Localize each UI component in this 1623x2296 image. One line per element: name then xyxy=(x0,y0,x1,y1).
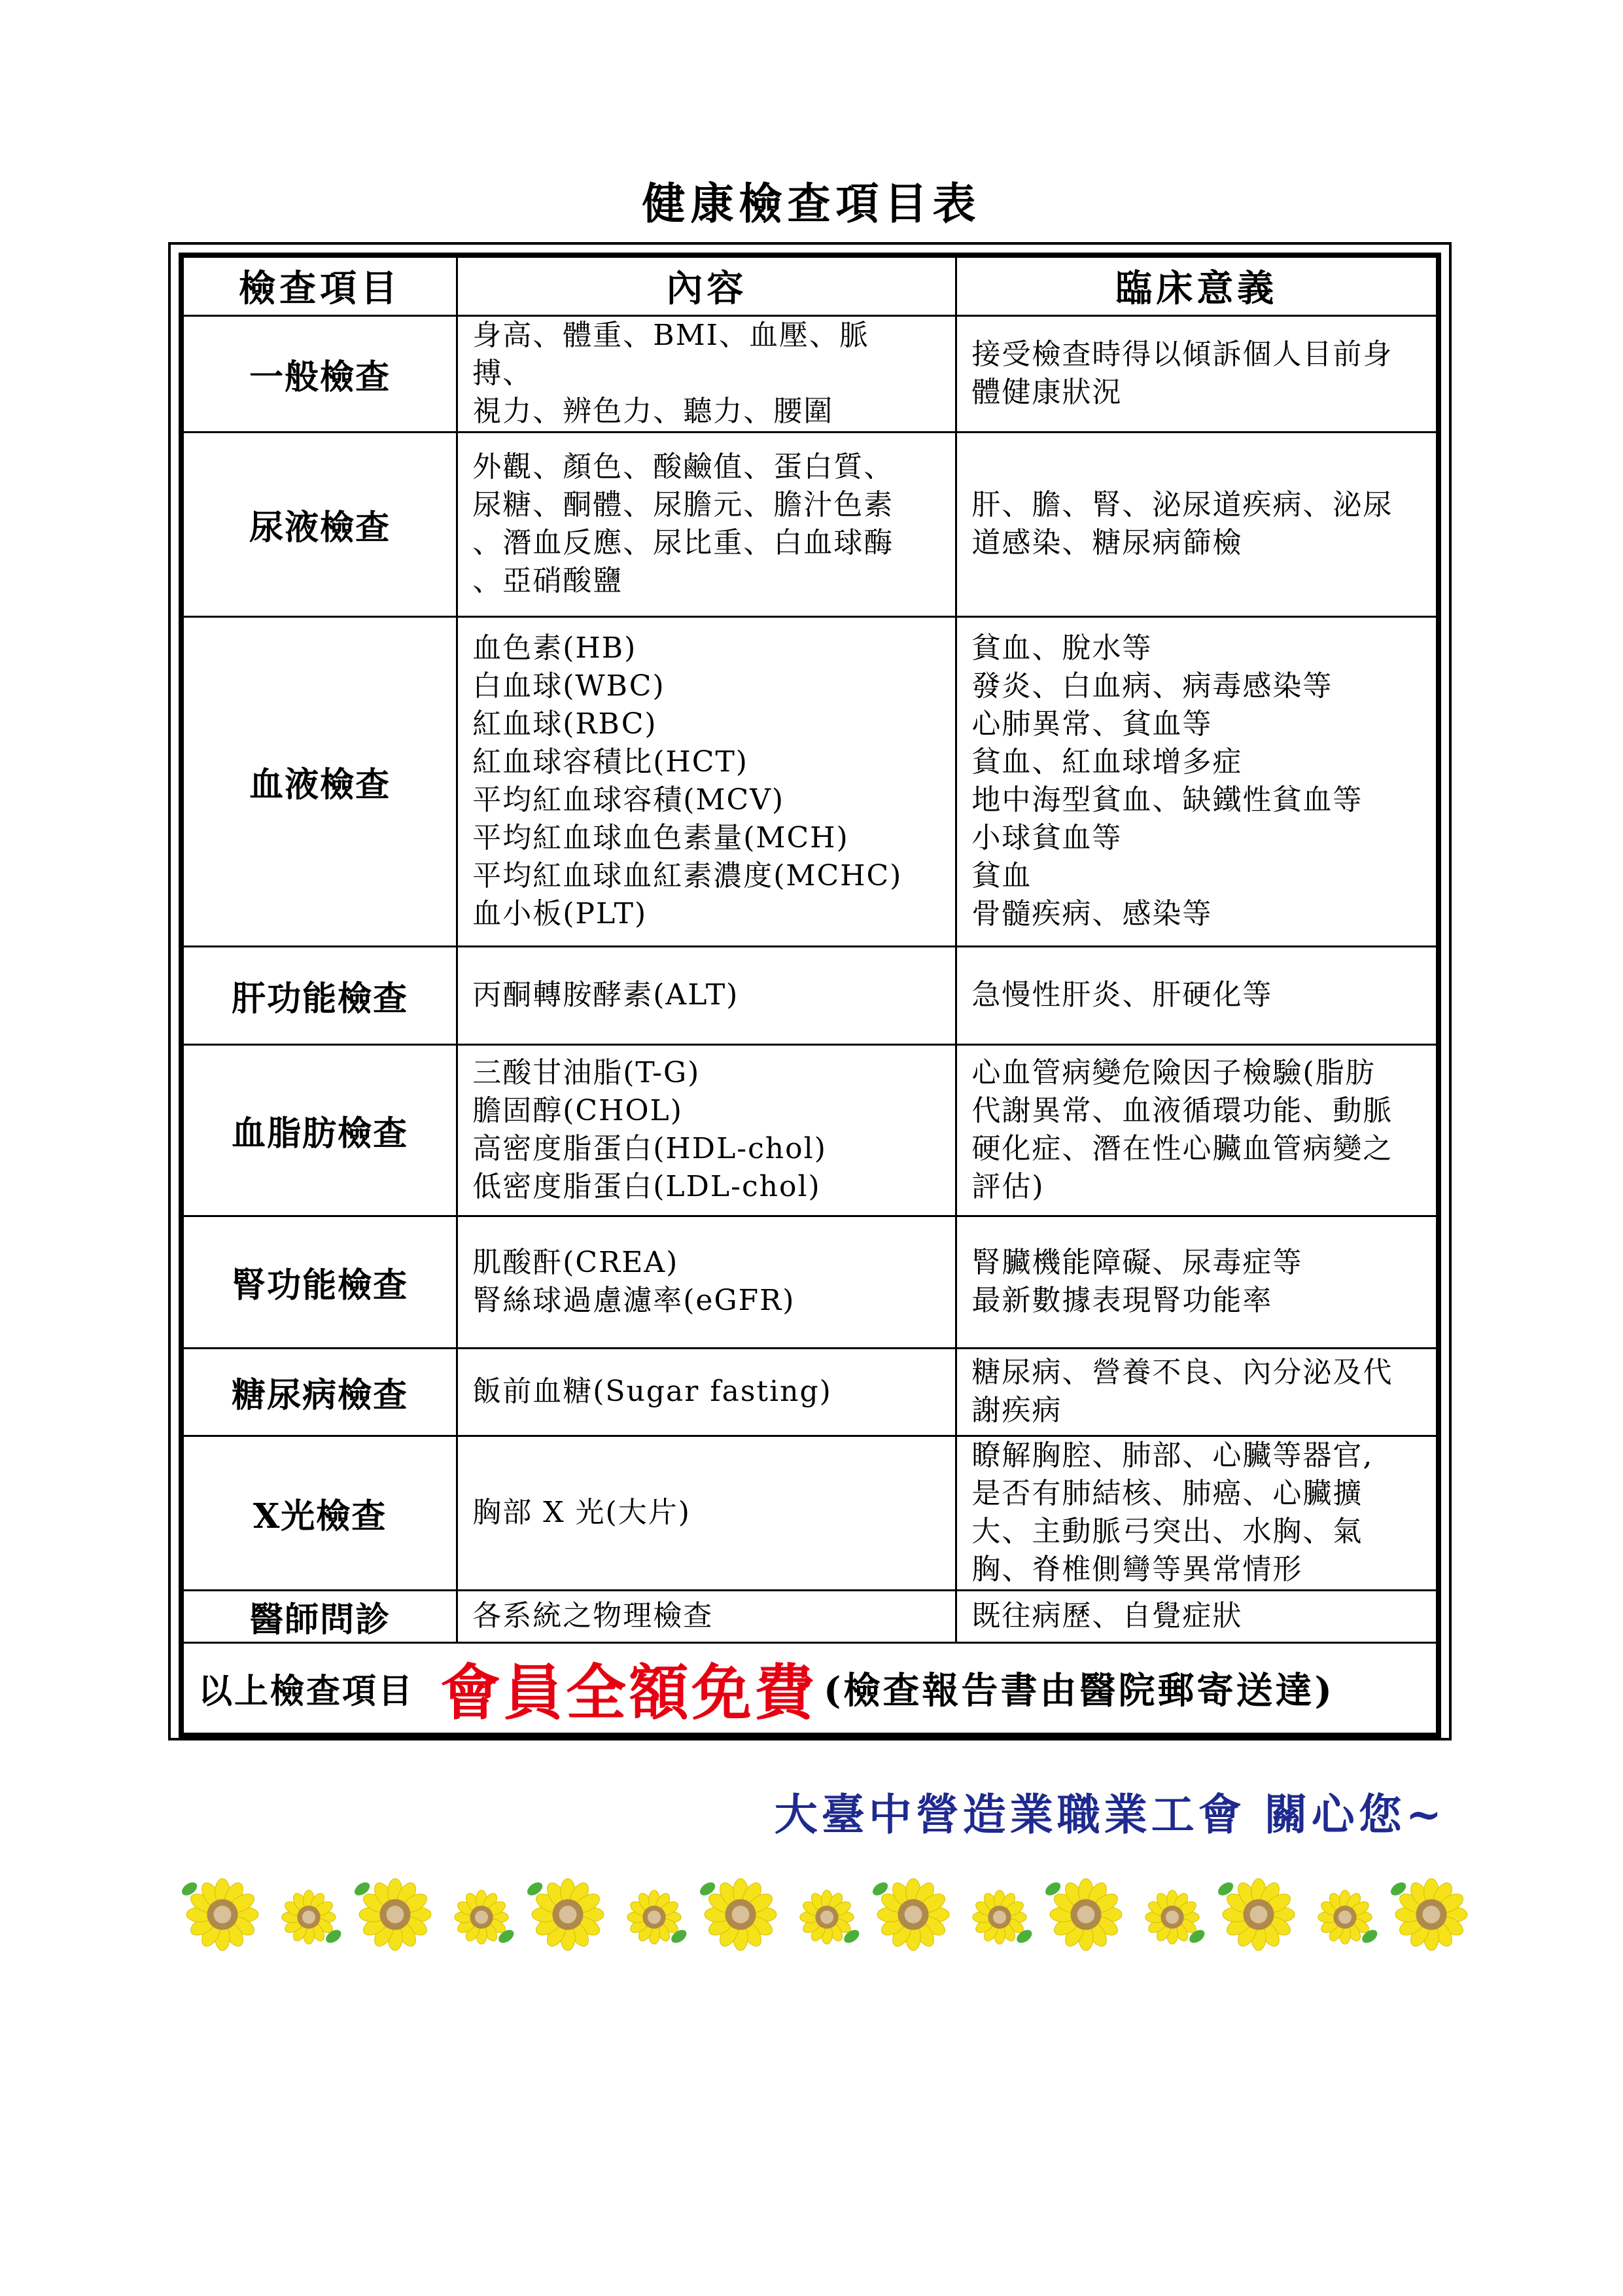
table-row xyxy=(181,1348,1439,1436)
meaning-line: 貧血 xyxy=(971,859,1032,892)
content-line: 白血球(WBC) xyxy=(472,669,665,703)
clinical-meaning-cell xyxy=(956,616,1439,946)
check-content-cell xyxy=(457,1044,956,1216)
content-line: 腎絲球過慮濾率(eGFR) xyxy=(472,1284,795,1317)
content-line: 身高、體重、BMI、血壓、脈 xyxy=(472,319,870,352)
table-row xyxy=(181,616,1439,946)
meaning-line: 貧血、紅血球增多症 xyxy=(971,745,1243,779)
clinical-meaning-cell xyxy=(956,1590,1439,1642)
table-header-row xyxy=(181,255,1439,315)
free-for-members-text: 會員全額免費 xyxy=(440,1657,818,1728)
content-line: 、亞硝酸鹽 xyxy=(472,564,623,597)
content-line: 平均紅血球血色素量(MCH) xyxy=(472,821,849,855)
clinical-meaning-cell xyxy=(956,315,1439,432)
table-row xyxy=(181,315,1439,432)
table-row xyxy=(181,1436,1439,1590)
clinical-meaning-cell xyxy=(956,432,1439,616)
meaning-line: 瞭解胸腔、肺部、心臟等器官, xyxy=(971,1439,1374,1472)
header-meaning: 臨床意義 xyxy=(956,255,1439,315)
check-item-name: 一般檢查 xyxy=(181,315,457,432)
meaning-line: 道感染、糖尿病篩檢 xyxy=(971,526,1243,559)
check-content-cell xyxy=(457,1436,956,1590)
header-item: 檢查項目 xyxy=(181,255,457,315)
sunflower-icon xyxy=(352,1879,431,1951)
sunflower-icon xyxy=(800,1890,862,1946)
meaning-line: 地中海型貧血、缺鐵性貧血等 xyxy=(971,783,1363,817)
footer-prefix: 以上檢查項目 xyxy=(198,1671,415,1712)
clinical-meaning-cell xyxy=(956,1436,1439,1590)
content-line: 高密度脂蛋白(HDL-chol) xyxy=(472,1132,827,1165)
check-item-name: 血液檢查 xyxy=(181,616,457,946)
sunflower-icon xyxy=(1388,1879,1467,1951)
meaning-line: 發炎、白血病、病毒感染等 xyxy=(971,669,1333,703)
meaning-line: 小球貧血等 xyxy=(971,821,1123,855)
sunflower-icon xyxy=(1215,1879,1295,1951)
meaning-line: 體健康狀況 xyxy=(971,376,1123,409)
union-slogan: 大臺中營造業職業工會 關心您~ xyxy=(774,1789,1446,1840)
check-content-cell xyxy=(457,432,956,616)
clinical-meaning-cell xyxy=(956,1044,1439,1216)
clinical-meaning-cell xyxy=(956,1348,1439,1436)
content-line: 搏、 xyxy=(472,357,533,390)
report-delivery-note: (檢查報告書由醫院郵寄送達) xyxy=(824,1669,1335,1712)
meaning-line: 骨髓疾病、感染等 xyxy=(971,897,1213,930)
content-line: 血小板(PLT) xyxy=(472,897,648,930)
sunflower-icon xyxy=(1145,1890,1207,1946)
content-line: 尿糖、酮體、尿膽元、膽汁色素 xyxy=(472,488,894,521)
health-check-table xyxy=(179,253,1441,1738)
content-line: 膽固醇(CHOL) xyxy=(472,1094,683,1127)
sunflower-icon xyxy=(697,1879,777,1951)
check-content-cell xyxy=(457,616,956,946)
sunflower-icon xyxy=(455,1890,516,1946)
content-line: 平均紅血球血紅素濃度(MCHC) xyxy=(472,859,903,892)
page-title: 健康檢查項目表 xyxy=(642,178,981,229)
content-line: 飯前血糖(Sugar fasting) xyxy=(472,1375,832,1408)
meaning-line: 大、主動脈弓突出、水胸、氣 xyxy=(971,1515,1363,1548)
check-item-name: 醫師問診 xyxy=(181,1590,457,1642)
check-item-name: 尿液檢查 xyxy=(181,432,457,616)
content-line: 紅血球(RBC) xyxy=(472,707,657,741)
meaning-line: 糖尿病、營養不良、內分泌及代 xyxy=(971,1356,1393,1389)
content-line: 低密度脂蛋白(LDL-chol) xyxy=(472,1170,821,1203)
content-line: 紅血球容積比(HCT) xyxy=(472,745,748,779)
meaning-line: 接受檢查時得以傾訴個人目前身 xyxy=(971,338,1393,371)
check-content-cell xyxy=(457,1216,956,1348)
meaning-line: 謝疾病 xyxy=(971,1394,1062,1427)
content-line: 各系統之物理檢查 xyxy=(472,1599,714,1633)
sunflower-icon xyxy=(179,1879,258,1951)
meaning-line: 既往病歷、自覺症狀 xyxy=(971,1599,1243,1633)
table-row xyxy=(181,1590,1439,1642)
meaning-line: 心肺異常、貧血等 xyxy=(971,707,1213,741)
meaning-line: 肝、膽、腎、泌尿道疾病、泌尿 xyxy=(971,488,1393,521)
sunflower-icon xyxy=(1043,1879,1122,1951)
clinical-meaning-cell xyxy=(956,946,1439,1044)
meaning-line: 急慢性肝炎、肝硬化等 xyxy=(971,978,1273,1012)
sunflower-border-icon xyxy=(177,1870,1478,1962)
meaning-line: 貧血、脫水等 xyxy=(971,631,1153,665)
content-line: 外觀、顏色、酸鹼值、蛋白質、 xyxy=(472,450,894,484)
content-line: 肌酸酐(CREA) xyxy=(472,1246,679,1279)
footer-row xyxy=(181,1642,1439,1735)
sunflower-icon xyxy=(870,1879,949,1951)
check-content-cell xyxy=(457,1590,956,1642)
content-line: 視力、辨色力、聽力、腰圍 xyxy=(472,395,834,428)
meaning-line: 胸、脊椎側彎等異常情形 xyxy=(971,1553,1303,1586)
clinical-meaning-cell xyxy=(956,1216,1439,1348)
sunflower-icon xyxy=(627,1890,689,1946)
table-row xyxy=(181,946,1439,1044)
meaning-line: 評估) xyxy=(971,1170,1045,1203)
meaning-line: 是否有肺結核、肺癌、心臟擴 xyxy=(971,1477,1363,1510)
table-row xyxy=(181,1216,1439,1348)
content-line: 三酸甘油脂(T-G) xyxy=(472,1056,701,1089)
meaning-line: 代謝異常、血液循環功能、動脈 xyxy=(971,1094,1393,1127)
sunflower-icon xyxy=(1318,1890,1380,1946)
content-line: 胸部 X 光(大片) xyxy=(472,1496,691,1529)
check-content-cell xyxy=(457,946,956,1044)
content-line: 平均紅血球容積(MCV) xyxy=(472,783,785,817)
check-content-cell xyxy=(457,1348,956,1436)
content-line: 丙酮轉胺酵素(ALT) xyxy=(472,978,739,1012)
meaning-line: 心血管病變危險因子檢驗(脂肪 xyxy=(971,1056,1376,1089)
content-line: 血色素(HB) xyxy=(472,631,637,665)
check-item-name: 肝功能檢查 xyxy=(181,946,457,1044)
footer-cell xyxy=(181,1642,1439,1735)
check-item-name: 血脂肪檢查 xyxy=(181,1044,457,1216)
sunflower-icon xyxy=(973,1890,1034,1946)
meaning-line: 腎臟機能障礙、尿毒症等 xyxy=(971,1246,1303,1279)
meaning-line: 硬化症、潛在性心臟血管病變之 xyxy=(971,1132,1393,1165)
content-line: 、潛血反應、尿比重、白血球酶 xyxy=(472,526,894,559)
sunflower-icon xyxy=(525,1879,604,1951)
check-content-cell xyxy=(457,315,956,432)
meaning-line: 最新數據表現腎功能率 xyxy=(971,1284,1273,1317)
check-item-name: 糖尿病檢查 xyxy=(181,1348,457,1436)
sunflower-icon xyxy=(282,1890,343,1946)
header-content: 內容 xyxy=(457,255,956,315)
table-row xyxy=(181,1044,1439,1216)
check-item-name: X光檢查 xyxy=(181,1436,457,1590)
check-item-name: 腎功能檢查 xyxy=(181,1216,457,1348)
table-row xyxy=(181,432,1439,616)
